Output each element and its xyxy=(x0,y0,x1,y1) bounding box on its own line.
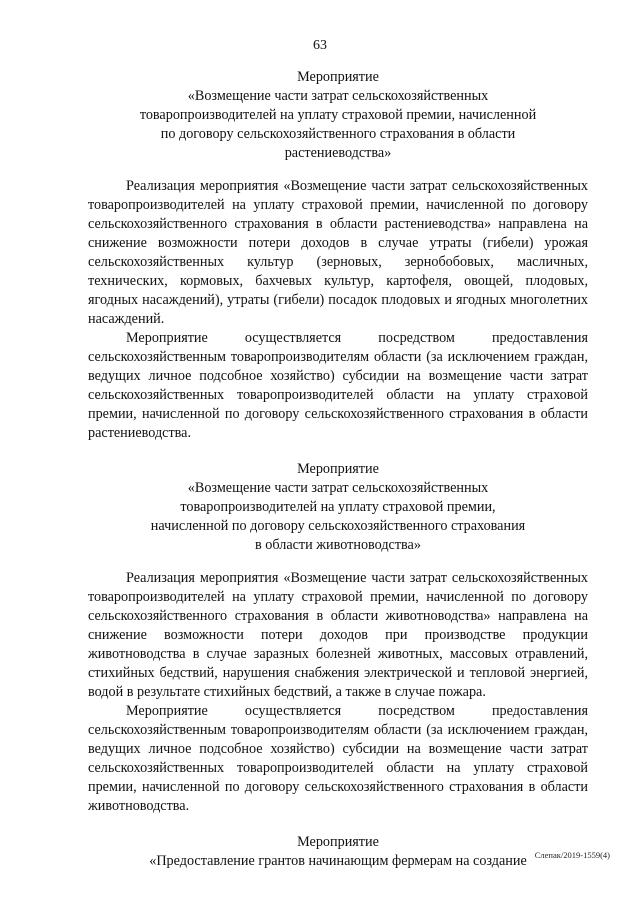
heading-line: товаропроизводителей на уплату страховой премии, начисленной xyxy=(139,107,537,123)
heading-line: Мероприятие xyxy=(297,69,379,85)
section-crop-insurance xyxy=(88,68,588,443)
section-livestock-insurance xyxy=(88,460,588,816)
section-farmer-grants xyxy=(88,833,588,871)
heading-line: в области животноводства» xyxy=(255,537,421,553)
page-number: 63 xyxy=(313,38,327,53)
heading-line: растениеводства» xyxy=(284,145,392,161)
heading-line: начисленной по договору сельскохозяйственного страхования xyxy=(150,518,526,534)
heading-line: Мероприятие xyxy=(297,834,379,850)
section-heading xyxy=(88,68,588,163)
heading-line: «Возмещение части затрат сельскохозяйственных xyxy=(187,88,489,104)
document-body xyxy=(88,68,588,888)
paragraph: Мероприятие осуществляется посредством предоставления сельскохозяйственным товаропроизводителям области (за исключением граждан, ведущих личное подсобное хозяйство) субсидии на возмещение части затрат сельскохозяйственных товаропроизводителей области на уплату страховой премии, начисленной по договору сельскохозяйственного страхования в области животноводства. xyxy=(88,703,588,814)
document-code: Слепак/2019-1559(4) xyxy=(534,850,610,860)
heading-line: Мероприятие xyxy=(297,461,379,477)
heading-line: товаропроизводителей на уплату страховой премии, xyxy=(180,499,496,515)
section-heading xyxy=(88,833,588,871)
heading-line: «Предоставление грантов начинающим фермерам на создание xyxy=(149,853,527,869)
heading-line: «Возмещение части затрат сельскохозяйственных xyxy=(187,480,489,496)
paragraph: Мероприятие осуществляется посредством предоставления сельскохозяйственным товаропроизводителям области (за исключением граждан, ведущих личное подсобное хозяйство) субсидии на возмещение части затрат сельскохозяйственных товаропроизводителей области на уплату страховой премии, начисленной по договору сельскохозяйственного страхования в области растениеводства. xyxy=(88,330,588,441)
paragraph: Реализация мероприятия «Возмещение части затрат сельскохозяйственных товаропроизводителей на уплату страховой премии, начисленной по договору сельскохозяйственного страхования в области растениеводства» направлена на снижение возможности потери доходов в случае утраты (гибели) урожая сельскохозяйственных культур (зерновых, зернобобовых, масличных, технических, кормовых, бахчевых культур, картофеля, овощей, плодовых, ягодных насаждений), утраты (гибели) посадок плодовых и ягодных многолетних насаждений. xyxy=(88,178,588,327)
section-heading xyxy=(88,460,588,555)
heading-line: по договору сельскохозяйственного страхования в области xyxy=(160,126,516,142)
paragraph: Реализация мероприятия «Возмещение части затрат сельскохозяйственных товаропроизводителей на уплату страховой премии, начисленной по договору сельскохозяйственного страхования в области животноводства» направлена на снижение возможности потери доходов при производстве продукции животноводства в случае заразных болезней животных, массовых отравлений, стихийных бедствий, нарушения снабжения электрической и тепловой энергией, водой в результате стихийных бедствий, а также в случае пожара. xyxy=(88,570,588,700)
